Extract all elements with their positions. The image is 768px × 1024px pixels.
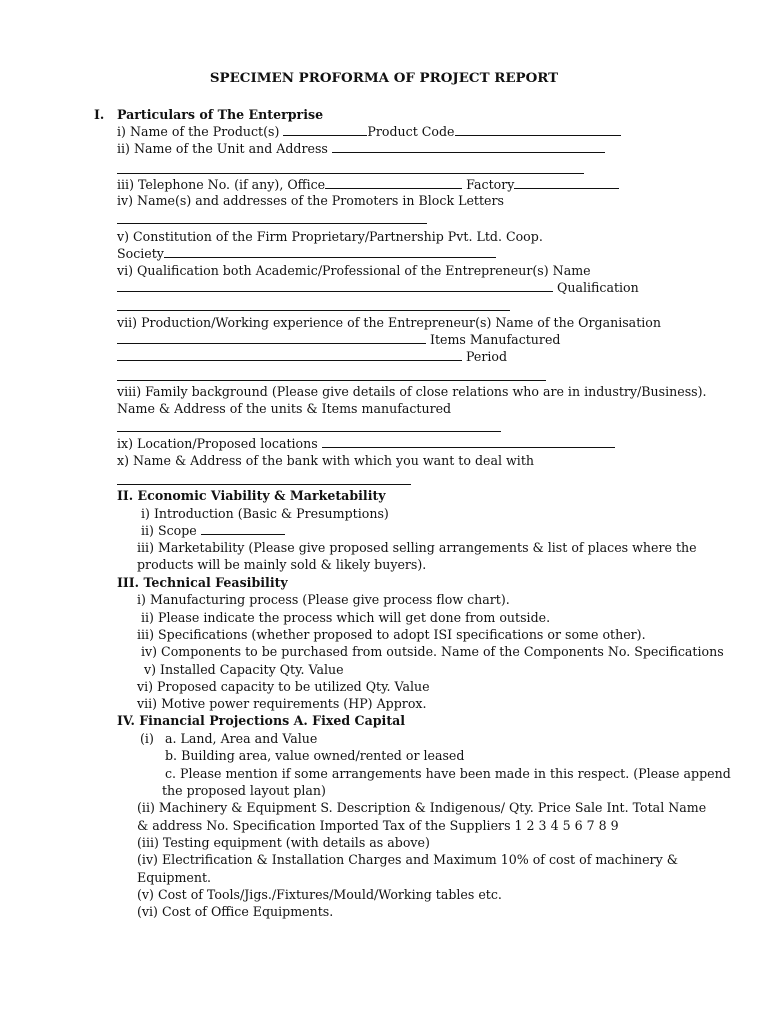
qualification-label: Qualification — [553, 280, 639, 295]
constitution-label: v) Constitution of the Firm Proprietary/Partnership Pvt. Ltd. Coop. — [117, 229, 543, 244]
period-field[interactable] — [117, 380, 546, 381]
layout-plan-label: the proposed layout plan) — [162, 783, 326, 798]
scope-line — [141, 522, 285, 539]
bank-label: x) Name & Address of the bank with which you want to deal with — [117, 453, 534, 468]
items-line — [117, 331, 560, 348]
telephone-line — [117, 176, 619, 193]
telephone-factory-field[interactable] — [514, 176, 619, 189]
organisation-field[interactable] — [117, 331, 426, 344]
marketability-label: iii) Marketability (Please give proposed selling arrangements & list of places where the — [137, 540, 697, 555]
section-1-heading: Particulars of The Enterprise — [117, 107, 324, 122]
telephone-office-field[interactable] — [325, 176, 462, 189]
location-label: ix) Location/Proposed locations — [117, 436, 322, 451]
experience-label: vii) Production/Working experience of the Entrepreneur(s) Name of the Organisation — [117, 315, 661, 330]
machinery-label: (ii) Machinery & Equipment S. Description & Indigenous/ Qty. Price Sale Int. Total Name — [137, 800, 707, 815]
scope-field[interactable] — [201, 522, 285, 535]
society-label: Society — [117, 246, 164, 261]
items-field[interactable] — [117, 348, 462, 361]
specifications-label: iii) Specifications (whether proposed to adopt ISI specifications or some other). — [137, 627, 646, 642]
product-name-label: i) Name of the Product(s) — [117, 124, 284, 139]
section-3-heading: III. Technical Feasibility — [117, 575, 288, 590]
item-i-marker: (i) — [140, 731, 154, 746]
period-line — [117, 348, 507, 365]
qualification-line — [117, 279, 639, 296]
qualification-field[interactable] — [117, 310, 510, 311]
electrification-label: (iv) Electrification & Installation Charges and Maximum 10% of cost of machinery & — [137, 852, 678, 867]
machinery-continued: & address No. Specification Imported Tax of the Suppliers 1 2 3 4 5 6 7 8 9 — [137, 818, 619, 833]
unit-address-field[interactable] — [332, 140, 605, 153]
location-line — [117, 435, 615, 452]
tools-cost-label: (v) Cost of Tools/Jigs./Fixtures/Mould/Working tables etc. — [137, 887, 502, 902]
proposed-capacity-label: vi) Proposed capacity to be utilized Qty. Value — [137, 679, 430, 694]
document-title: SPECIMEN PROFORMA OF PROJECT REPORT — [209, 70, 559, 86]
electrification-continued: Equipment. — [137, 870, 212, 885]
promoters-label: iv) Name(s) and addresses of the Promoters in Block Letters — [117, 193, 504, 208]
bank-field[interactable] — [117, 484, 411, 485]
testing-equipment-label: (iii) Testing equipment (with details as above) — [137, 835, 430, 850]
telephone-office-label: iii) Telephone No. (if any), Office — [117, 177, 326, 192]
land-label: a. Land, Area and Value — [165, 731, 318, 746]
unit-address-field-2[interactable] — [117, 173, 584, 174]
product-line — [117, 123, 621, 140]
product-name-field[interactable] — [283, 123, 367, 136]
units-items-label: Name & Address of the units & Items manufactured — [117, 401, 452, 416]
product-code-label: Product Code — [367, 124, 455, 139]
promoters-field[interactable] — [117, 223, 427, 224]
unit-address-label: ii) Name of the Unit and Address — [117, 141, 332, 156]
items-manufactured-label: Items Manufactured — [426, 332, 561, 347]
scope-label: ii) Scope — [141, 523, 201, 538]
qualification-name-label: vi) Qualification both Academic/Professional of the Entrepreneur(s) Name — [117, 263, 591, 278]
marketability-continued: products will be mainly sold & likely buyers). — [137, 557, 427, 572]
section-4-heading: IV. Financial Projections A. Fixed Capital — [117, 713, 406, 728]
arrangements-label: c. Please mention if some arrangements have been made in this respect. (Please append — [165, 766, 731, 781]
section-2-heading: II. Economic Viability & Marketability — [117, 488, 386, 503]
society-field[interactable] — [164, 245, 496, 258]
units-items-field[interactable] — [117, 431, 501, 432]
introduction-label: i) Introduction (Basic & Presumptions) — [141, 506, 389, 521]
entrepreneur-name-field[interactable] — [117, 279, 553, 292]
location-field[interactable] — [322, 435, 615, 448]
family-background-label: viii) Family background (Please give details of close relations who are in industry/Business). — [117, 384, 707, 399]
components-label: iv) Components to be purchased from outside. Name of the Components No. Specifications — [141, 644, 724, 659]
outside-process-label: ii) Please indicate the process which will get done from outside. — [141, 610, 551, 625]
society-line — [117, 245, 496, 262]
installed-capacity-label: v) Installed Capacity Qty. Value — [144, 662, 344, 677]
period-label: Period — [462, 349, 508, 364]
section-1-numeral: I. — [94, 107, 105, 122]
telephone-factory-label: Factory — [462, 177, 515, 192]
motive-power-label: vii) Motive power requirements (HP) Approx. — [137, 696, 427, 711]
building-label: b. Building area, value owned/rented or leased — [165, 748, 465, 763]
product-code-field[interactable] — [455, 123, 621, 136]
unit-address-line — [117, 140, 605, 157]
manufacturing-process-label: i) Manufacturing process (Please give process flow chart). — [137, 592, 510, 607]
office-equipment-label: (vi) Cost of Office Equipments. — [137, 904, 334, 919]
